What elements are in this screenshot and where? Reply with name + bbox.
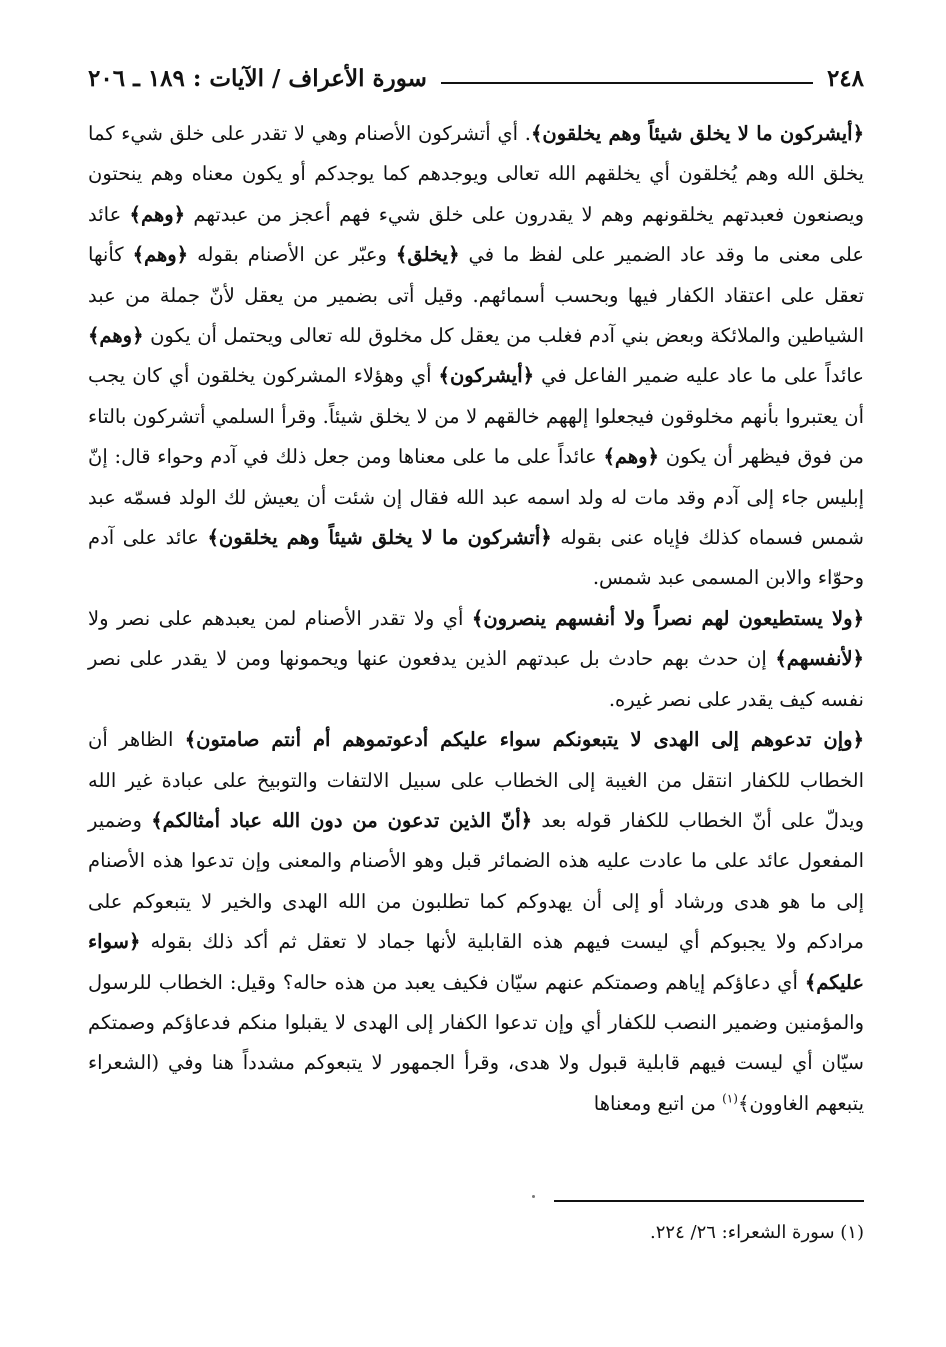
quran-quote: ﴿يخلق﴾ <box>395 243 460 267</box>
commentary-text: وعبّر عن الأصنام بقوله <box>188 243 396 267</box>
commentary-text: إن حدث بهم حادث بل عبدتهم الذين يدفعون عنها ويحمونها ومن لا يقدر على نصر نفسه كيف يقدر على نصر غيره. <box>88 647 864 711</box>
commentary-text: من اتبع ومعناها <box>593 1091 723 1115</box>
commentary-text: أي وهؤلاء المشركون يخلقون أي كان يجب أن يعتبروا بأنهم مخلوقون فيجعلوا إلههم خالقهم لا من لا يخلق شيئاً. وقرأ السلمي أتشركون بالتاء من فوق فيظهر أن يكون <box>88 364 864 469</box>
quran-quote: ﴿أنّ الذين تدعون من دون الله عباد أمثالكم﴾ <box>151 808 533 832</box>
quran-quote: ﴿أيشركون﴾ <box>438 364 535 388</box>
running-title: سورة الأعراف / الآيات : ١٨٩ ـ ٢٠٦ <box>88 64 427 92</box>
footnote-marker: (١) <box>722 1091 738 1106</box>
header-rule <box>441 82 813 84</box>
commentary-text: . أي أتشركون الأصنام وهي لا تقدر على خلق شيء كما يخلق الله وهم يُخلقون أي يخلقهم الله تعالى ويوجدهم كما يوجدكم أو يكون معناه وهم ينحتون ويصنعون فعبدتهم يخلقونهم وهم لا يقدرون على خلق شيء فهم أعجز من عبدتهم <box>88 122 864 226</box>
footnote: (١) سورة الشعراء: ٢٦/ ٢٢٤. <box>650 1222 864 1243</box>
quran-quote: ﴿أتشركون ما لا يخلق شيئاً وهم يخلقون﴾ <box>207 526 552 550</box>
quran-quote: ﴿وهم﴾ <box>129 202 186 226</box>
quran-quote: ﴿لأنفسهم﴾ <box>775 647 864 671</box>
quran-quote: ﴿وهم﴾ <box>603 445 659 469</box>
commentary-text: وضمير المفعول عائد على ما عادت عليه هذه الضمائر قبل وهو الأصنام والمعنى وإن تدعوا هذه الأصنام إلى ما هو هدى ورشاد أو إلى أن يهدوكم كما تطلبون من الله الهدى والخير لا يتبعوكم على مرادكم ولا يجبوكم أي ليست فيهم هذه القابلية لأنها جماد لا تعقل ثم أكد ذلك بقوله <box>88 808 864 954</box>
paragraph <box>88 720 864 1124</box>
quran-quote: ﴿ولا يستطيعون لهم نصراً ولا أنفسهم ينصرون﴾ <box>471 606 864 630</box>
quran-quote: ﴿وهم﴾ <box>88 324 144 348</box>
ink-speck <box>532 1195 535 1198</box>
commentary-text: أي دعاؤكم إياهم وصمتكم عنهم سيّان فكيف يعبد من هذه حاله؟ وقيل: الخطاب للرسول والمؤمنين وضمير النصب للكفار أي وإن تدعوا الكفار إلى الهدى لا يقبلوا منكم فدعاؤكم وصمتكم سيّان أي ليست فيهم قابلية قبول ولا هدى، وقرأ الجمهور لا يتبعوكم مشدداً هنا وفي (الشعراء يتبعهم الغاوون﴾ <box>88 970 864 1115</box>
commentary-text: كأنها تعقل على اعتقاد الكفار فيها وبحسب أسمائهم. وقيل أتى بضمير من يعقل لأنّ جملة من عبد الشياطين والملائكة وبعض بني آدم فغلب من يعقل كل مخلوق لله تعالى ويحتمل أن يكون <box>88 243 864 348</box>
commentary-text: عائد على معنى ما وقد عاد الضمير على لفظ ما في <box>88 202 864 267</box>
commentary-text: الظاهر أن الخطاب للكفار انتقل من الغيبة إلى الخطاب على سبيل الالتفات والتوبيخ على عبادة غير الله ويدلّ على أنّ الخطاب للكفار قوله بعد <box>88 728 865 832</box>
commentary-text: عائداً على ما عاد عليه ضمير الفاعل في <box>534 364 864 388</box>
commentary-text: أي ولا تقدر الأصنام لمن يعبدهم على نصر ولا <box>88 606 472 630</box>
page-number: ٢٤٨ <box>826 64 864 92</box>
page-header <box>88 56 864 100</box>
commentary-text: عائداً على ما على معناها ومن جعل ذلك في آدم وحواء قال: إنّ إبليس جاء إلى آدم وقد مات له ولد اسمه عبد الله فقال إن شئت أن يعيش لك الولد فسمّه عبد شمس فسماه كذلك فإياه عنى بقوله <box>88 445 865 550</box>
commentary-text: عائد على آدم وحوّاء والابن المسمى عبد شمس. <box>88 526 864 590</box>
book-page <box>88 56 865 1243</box>
paragraph <box>88 114 864 599</box>
body-text <box>88 114 864 1124</box>
paragraph <box>88 599 864 720</box>
quran-quote: ﴿وإن تدعوهم إلى الهدى لا يتبعونكم سواء عليكم أدعوتموهم أم أنتم صامتون﴾ <box>184 728 864 752</box>
quran-quote: ﴿أيشركون ما لا يخلق شيئاً وهم يخلقون﴾ <box>531 122 864 145</box>
quran-quote: ﴿وهم﴾ <box>132 243 189 267</box>
footnote-rule <box>554 1200 864 1202</box>
quran-quote: ﴿سواء عليكم﴾ <box>88 930 864 994</box>
